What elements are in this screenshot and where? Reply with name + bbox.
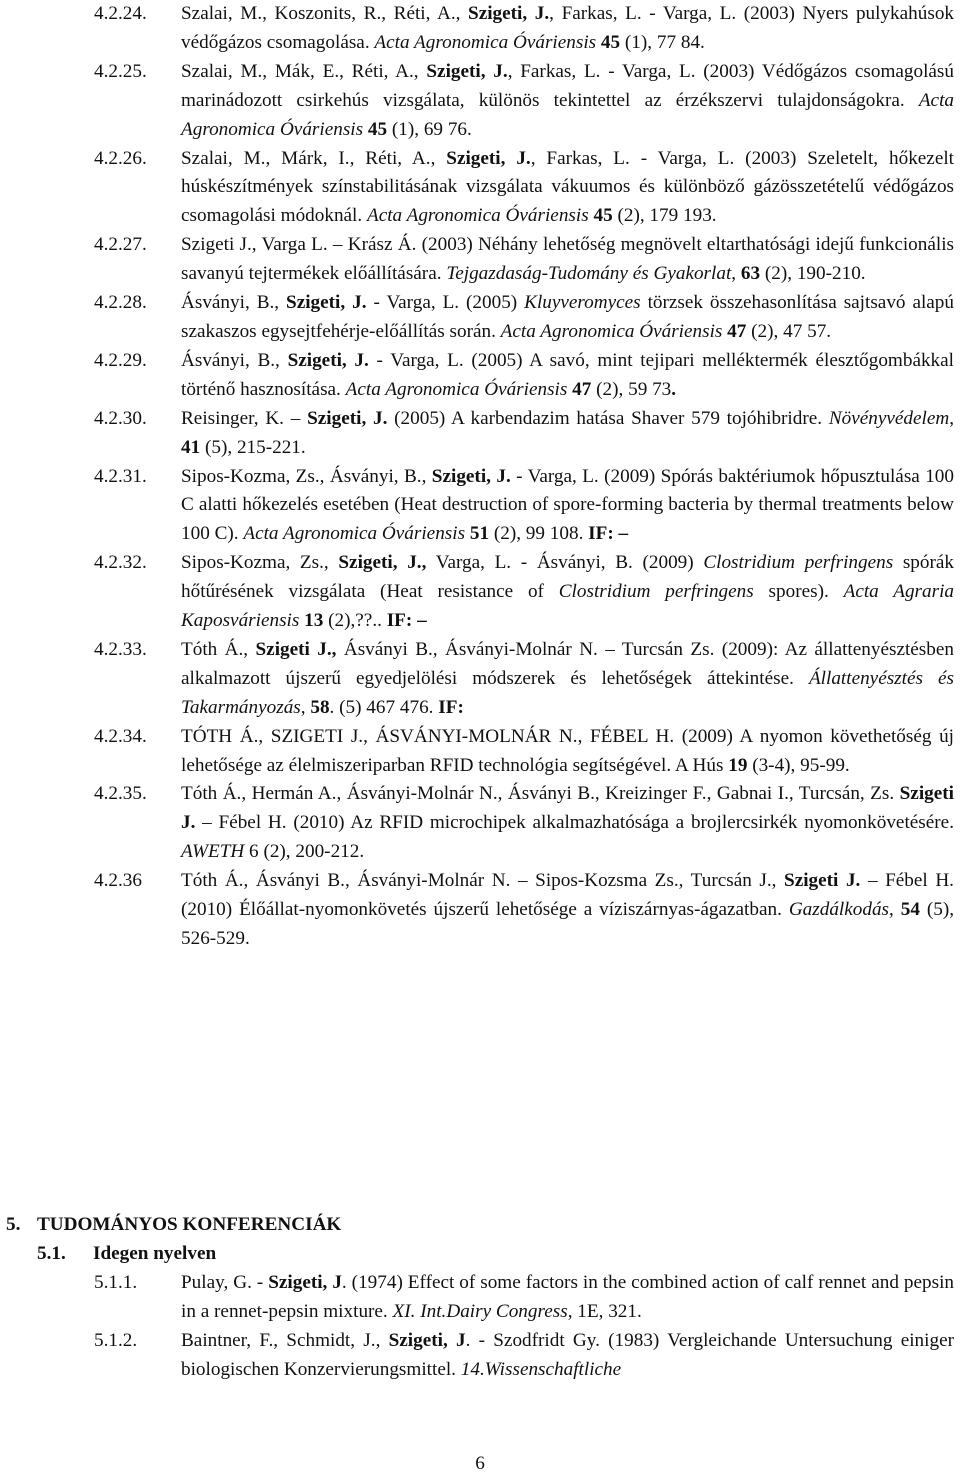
reference-text: Sipos-Kozma, Zs., [181,552,339,574]
reference-text: 45 [593,205,613,227]
reference-text: Tóth Á., [181,638,256,660]
reference-text: Clostridium perfringens [558,581,754,603]
reference-item [0,723,960,781]
reference-text: Acta Agronomica Óváriensis [500,320,723,342]
reference-text: 45 [600,31,621,53]
reference-text: 14.Wissenschaftliche [460,1358,622,1380]
reference-text: . (5) 467 476. [329,696,439,718]
reference-number: 4.2.35. [94,783,147,805]
reference-text: Szalai, M., Mák, E., Réti, A., [181,60,427,82]
reference-item [0,145,960,232]
reference-text: törzsek összehasonlítása sajtsavó alapú szakaszos egysejtfehérje-előállítás során. [181,292,954,342]
reference-number: 4.2.34. [94,725,147,747]
reference-number: 4.2.36 [94,870,142,892]
reference-text: Acta Agronomica Óváriensis [366,205,589,227]
reference-text: Ásványi B., Ásványi-Molnár N. – Turcsán Zs. (2009): Az állattenyésztésben alkalmazott újszerű egyedjelölési módszerek és lehetőségek áttekintése. [181,638,954,689]
reference-text: Acta Agronomica Óváriensis [181,89,954,140]
reference-number: 4.2.29. [94,349,147,371]
reference-text: (2), 190-210. [760,263,866,285]
reference-number: 4.2.25. [94,60,147,82]
reference-text: AWETH [181,841,245,863]
reference-text: Állattenyésztés és Takarmányozás [181,667,954,718]
reference-item [0,867,960,954]
reference-text: (5), 215-221. [200,436,306,458]
reference-text: 45 [367,118,388,140]
reference-text: – Fébel H. (2010) Élőállat-nyomonkövetés újszerű lehetősége a víziszárnyas-ágazatban. [181,870,954,921]
reference-text: (2), 47 57. [746,320,832,342]
reference-text: (1), 69 76. [387,118,472,140]
reference-text: Clostridium perfringens [703,552,894,574]
reference-text: Acta Agraria Kaposváriensis [181,581,954,632]
subsection-heading [0,1240,960,1269]
reference-text: Szigeti, J. [286,292,367,314]
reference-number: 4.2.31. [94,465,147,487]
reference-text: Szigeti, J. [307,407,388,429]
reference-item [0,347,960,405]
reference-text: . (1974) Effect of some factors in the combined action of calf rennet and pepsin in a rennet-pepsin mixture. [181,1272,954,1322]
page-number: 6 [475,1453,485,1474]
reference-text: 58 [310,696,330,718]
reference-item [0,58,960,145]
reference-text: Szigeti J., [255,638,337,660]
reference-number: 4.2.24. [94,3,147,24]
reference-text: XI. Int.Dairy Congress [392,1300,568,1322]
reference-text: Reisinger, K. – [181,407,308,429]
reference-text: Tóth Á., Ásványi B., Ásványi-Molnár N. – Sipos-Kozsma Zs., Turcsán J., [181,870,785,892]
reference-text: , [949,407,954,429]
reference-item [0,463,960,550]
reference-text: - Varga, L. (2009) Spórás baktériumok hőpusztulása 100 C alatti hőkezelés esetében (Heat destruction of spore-forming bacteria by thermal treatments below 100 C). [181,465,954,545]
reference-text: IF: [438,696,464,718]
reference-text: (2),??.. [323,610,387,632]
reference-text: IF: – [386,610,427,632]
reference-text: IF: – [588,523,629,545]
reference-text: - Varga, L. (2005) A savó, mint tejipari melléktermék élesztőgombákkal történő hasznosítása. [181,349,955,400]
section-number: 5. [6,1214,21,1235]
reference-text: Szigeti, J. [431,465,511,487]
reference-text: , Farkas, L. - Varga, L. (2003) Védőgázos csomagolású marinádozott csirkehús vizsgálata, különös tekintettel az érzékszervi tulajdonságokra. [181,60,954,111]
reference-text: Baintner, F., Schmidt, J., [181,1329,389,1351]
section-title: TUDOMÁNYOS KONFERENCIÁK [37,1214,342,1235]
reference-text: 41 [181,436,201,458]
reference-item [0,0,960,58]
reference-text: Gazdálkodás [788,899,890,921]
reference-text: . - Szodfridt Gy. (1983) Vergleichande Untersuchung einiger biologischen Konzervierungsmittel. [181,1329,954,1380]
reference-text: Szalai, M., Márk, I., Réti, A., [181,147,447,169]
reference-text: 63 [740,263,761,285]
reference-text: Szigeti, J. [446,147,531,169]
reference-text: Acta Agronomica Óváriensis [374,31,597,53]
reference-text: Pulay, G. - [181,1272,269,1293]
reference-text: Varga, L. - Ásványi, B. (2009) [426,552,704,574]
reference-text: 54 [900,899,920,921]
reference-number: 4.2.27. [94,234,147,256]
section-heading [0,1211,960,1240]
subsection-number: 5.1. [37,1243,66,1264]
reference-text: 19 [728,754,748,776]
reference-text: (1), 77 84. [620,31,705,53]
reference-text: Szigeti, J. [468,3,550,24]
reference-text: (3-4), 95-99. [747,754,850,776]
reference-number: 4.2.30. [94,407,147,429]
reference-text: Szigeti, J., [338,552,427,574]
reference-text: 47 [572,378,592,400]
reference-text: Ásványi, B., [181,349,288,371]
reference-text: , Farkas, L. - Varga, L. (2003) Nyers pulykahúsok védőgázos csomagolása. [181,3,955,53]
reference-text: - Varga, L. (2005) [366,292,525,314]
reference-text: Kluyveromyces [524,292,641,314]
subsection-title: Idegen nyelven [93,1243,217,1264]
reference-text: – Fébel H. (2010) Az RFID microchipek alkalmazhatósága a brojlercsirkék nyomonkövetésére. [195,812,954,834]
reference-text: (2), 59 73 [591,378,672,400]
reference-text: 51 [469,523,490,545]
reference-number: 4.2.26. [94,147,147,169]
reference-text: Tejgazdaság-Tudomány és Gyakorlat [446,263,732,285]
reference-item [0,549,960,636]
reference-text: spórák hőtűrésének vizsgálata (Heat resistance of [181,552,954,603]
reference-item [0,636,960,723]
reference-text: (5), 526-529. [181,899,955,949]
reference-item [0,231,960,289]
reference-text: Tóth Á., Hermán A., Ásványi-Molnár N., Ásványi B., Kreizinger F., Gabnai I., Turcsán, Zs. [181,783,900,805]
reference-text: , [300,696,311,718]
reference-number: 4.2.32. [94,552,147,574]
reference-number: 4.2.28. [94,292,147,314]
reference-text: Szalai, M., Koszonits, R., Réti, A., [181,3,469,24]
reference-text: . [671,378,677,400]
reference-text: , 1E, 321. [567,1300,642,1322]
reference-text: Ásványi, B., [181,292,287,314]
reference-text: Szigeti J. [784,870,861,892]
reference-text: Acta Agronomica Óváriensis [345,378,568,400]
reference-text: (2005) A karbendazim hatása Shaver 579 tojóhibridre. [387,407,829,429]
reference-text: Szigeti, J. [426,60,508,82]
reference-item [0,780,960,867]
reference-text: , [889,899,901,921]
reference-text: spores). [753,581,844,603]
reference-text: Acta Agronomica Óváriensis [243,523,466,545]
reference-text: Szigeti, J. [287,349,369,371]
reference-item [0,1269,960,1327]
reference-number: 4.2.33. [94,638,147,660]
reference-item [0,289,960,347]
reference-text: , [731,263,741,285]
reference-text: Sipos-Kozma, Zs., Ásványi, B., [181,465,432,487]
reference-text: Szigeti J., Varga L. – Krász Á. (2003) Néhány lehetőség megnövelt eltarthatósági idejű funkcionális savanyú tejtermékek előállítására. [181,234,954,285]
reference-text: (2), 179 193. [612,205,717,227]
reference-text: Szigeti, J [268,1272,342,1293]
conference-reference-list [0,1269,960,1385]
reference-text: (2), 99 108. [489,523,589,545]
reference-text: Növényvédelem [828,407,950,429]
reference-number: 5.1.2. [94,1329,138,1351]
reference-number: 5.1.1. [94,1272,138,1293]
reference-text: , Farkas, L. - Varga, L. (2003) Szeletelt, hőkezelt húskészítmények színstabilitásának vizsgálata vákuumos és különböző gázösszetételű védőgázos csomagolási módoknál. [181,147,954,227]
reference-text: Szigeti, J [388,1329,466,1351]
reference-item [0,405,960,463]
reference-text: 47 [727,320,747,342]
conference-section [0,1211,960,1385]
reference-item [0,1327,960,1385]
reference-text: TÓTH Á., SZIGETI J., ÁSVÁNYI-MOLNÁR N., FÉBEL H. (2009) A nyomon követhetőség új lehetősége az élelmiszeriparban RFID technológia segítségével. A Hús [181,725,954,776]
reference-text: 13 [304,610,324,632]
reference-text: Szigeti J. [181,783,954,834]
reference-text: 6 (2), 200-212. [244,841,365,863]
